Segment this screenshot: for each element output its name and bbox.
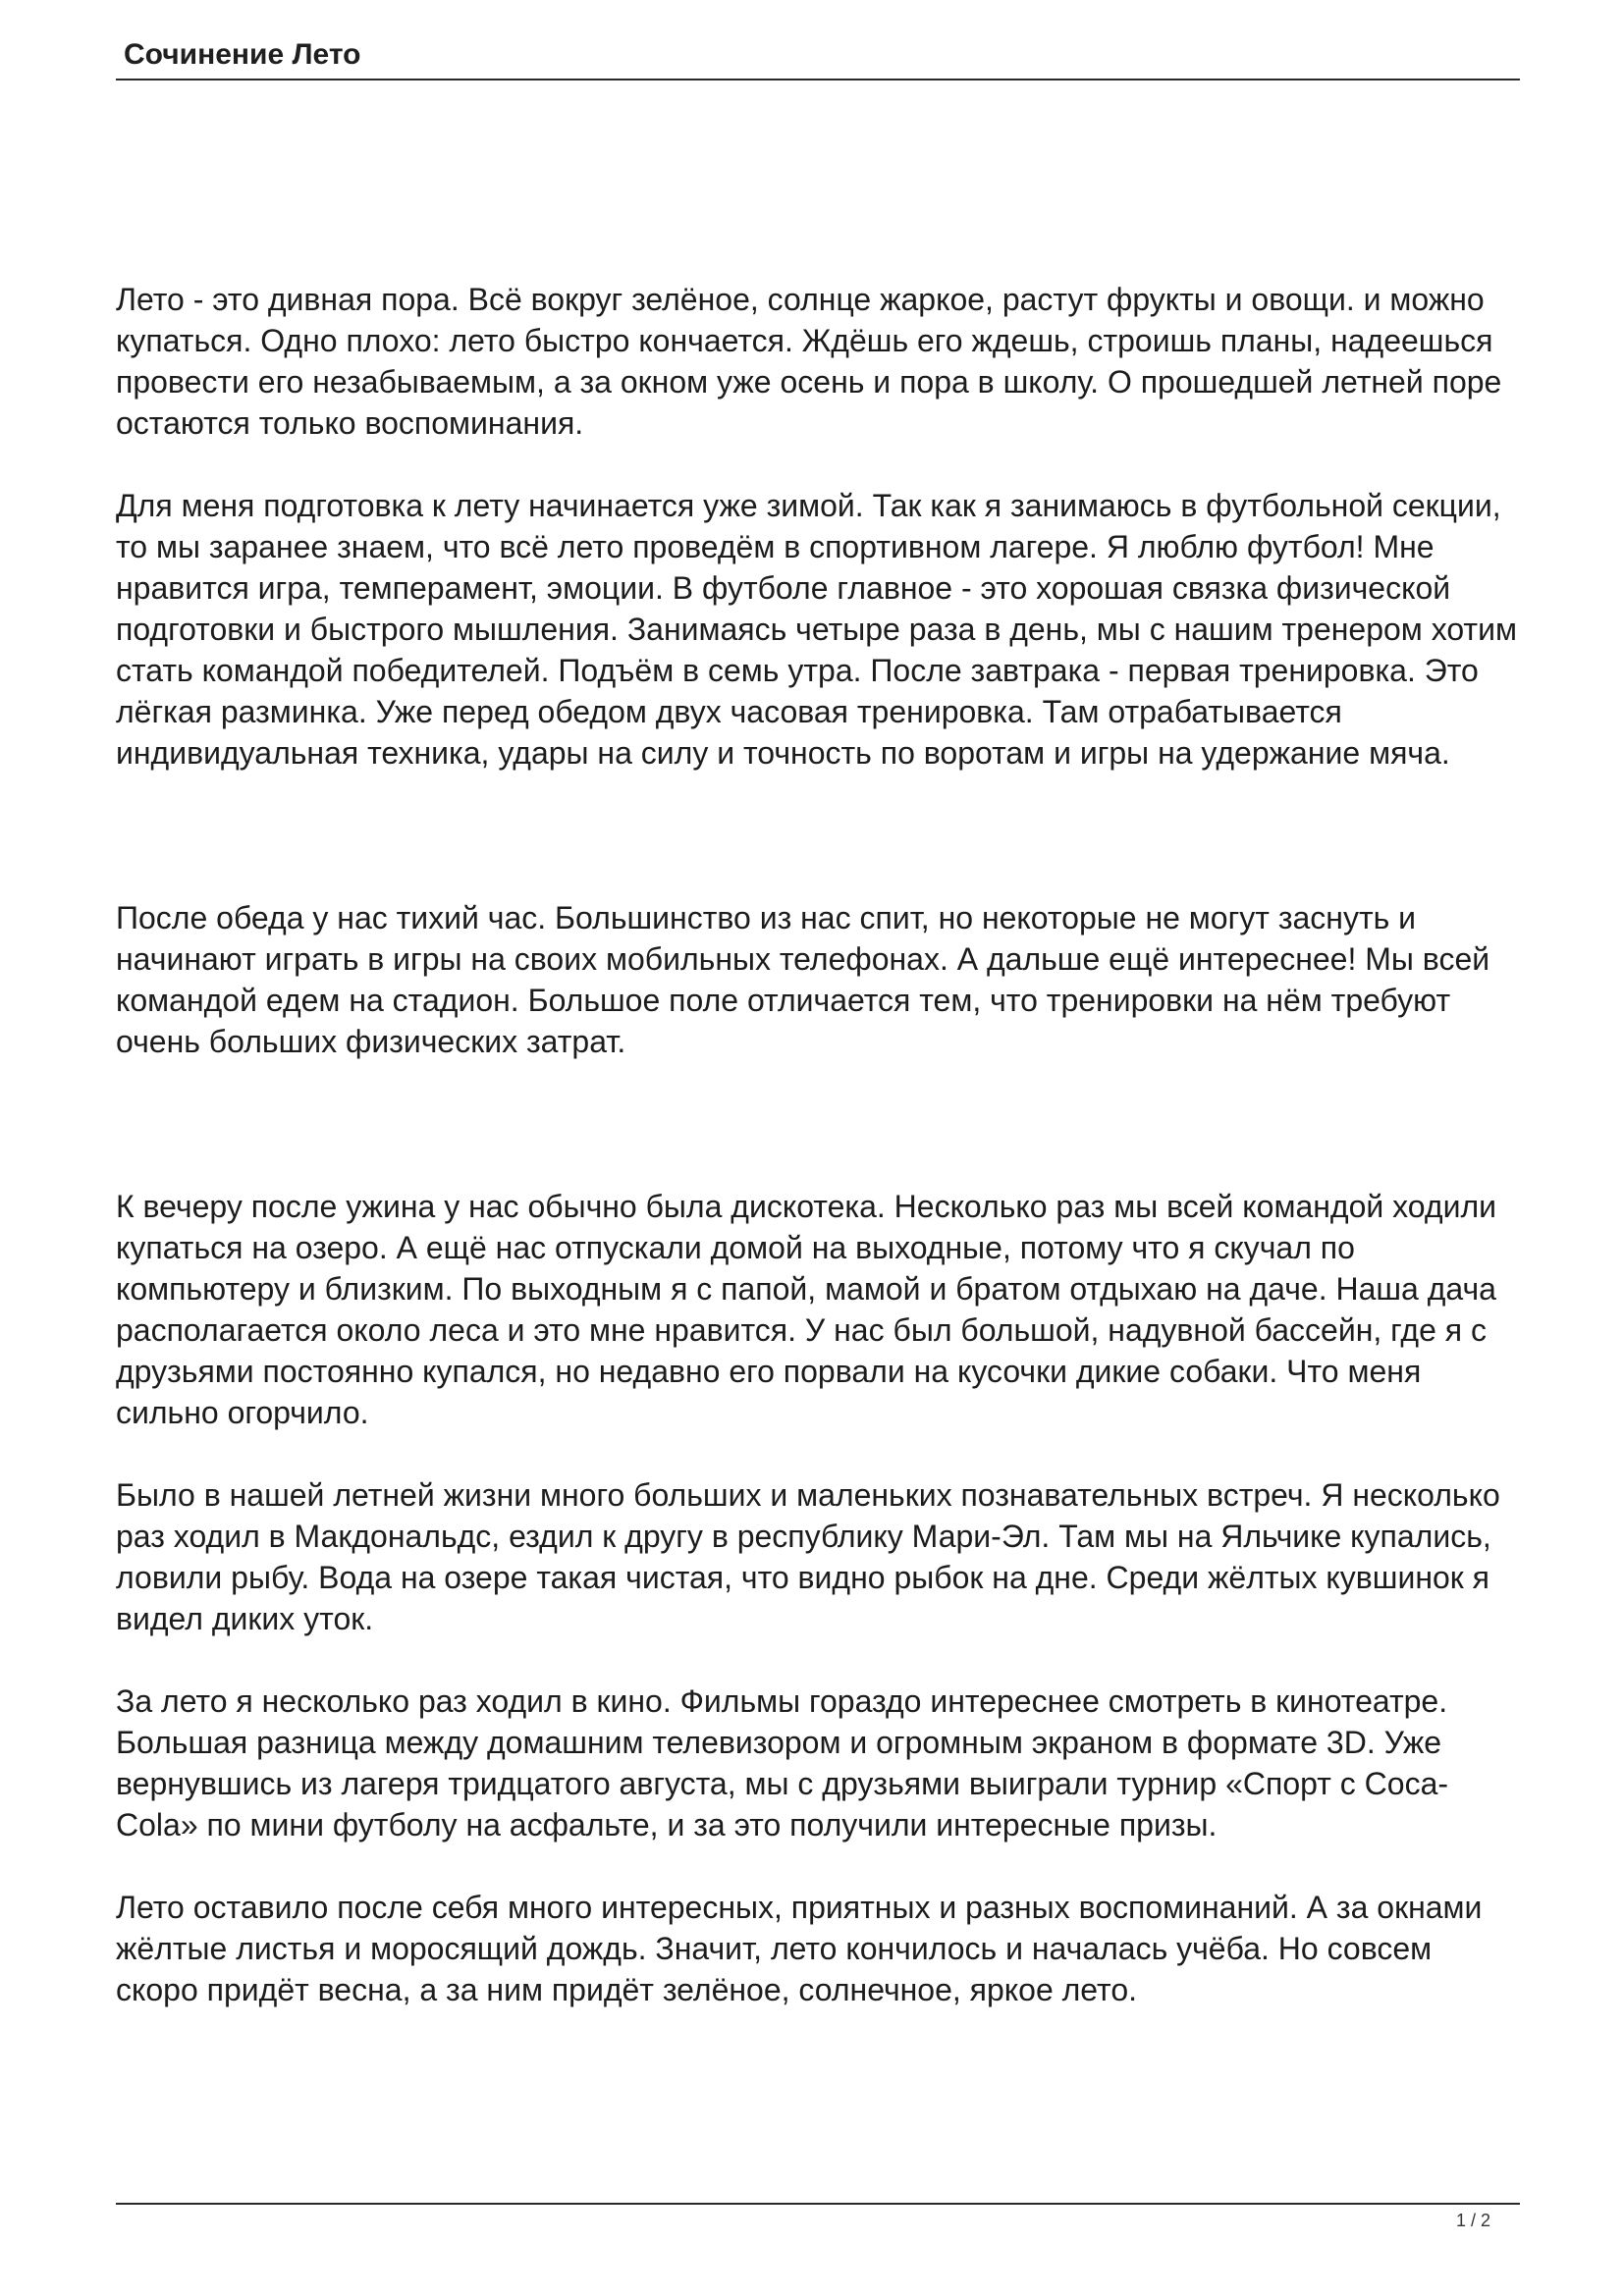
essay-body: [116, 279, 1520, 2010]
page-footer: [116, 2203, 1520, 2230]
paragraph-intro: Лето - это дивная пора. Всё вокруг зелёное, солнце жаркое, растут фрукты и овощи. и можно купаться. Одно плохо: лето быстро кончается. Ждёшь его ждешь, строишь планы, надеешься провести его незабываемым, а за окном уже осень и пора в школу. О прошедшей летней поре остаются только воспоминания.: [116, 282, 1502, 441]
paragraph-meetings: Было в нашей летней жизни много больших и маленьких познавательных встреч. Я несколько раз ходил в Макдональдс, ездил к другу в республику Мари-Эл. Там мы на Яльчике купались, ловили рыбу. Вода на озере такая чистая, что видно рыбок на дне. Среди жёлтых кувшинок я видел диких уток.: [116, 1477, 1500, 1636]
paragraph-afternoon: После обеда у нас тихий час. Большинство из нас спит, но некоторые не могут заснуть и начинают играть в игры на своих мобильных телефонах. А дальше ещё интереснее! Мы всей командой едем на стадион. Большое поле отличается тем, что тренировки на нём требуют очень больших физических затрат.: [116, 900, 1490, 1059]
paragraph-football-camp: Для меня подготовка к лету начинается уже зимой. Так как я занимаюсь в футбольной секции, то мы заранее знаем, что всё лето проведём в спортивном лагере. Я люблю футбол! Мне нравится игра, темперамент, эмоции. В футболе главное - это хорошая связка физической подготовки и быстрого мышления. Занимаясь четыре раза в день, мы с нашим тренером хотим стать командой победителей. Подъём в семь утра. После завтрака - первая тренировка. Это лёгкая разминка. Уже перед обедом двух часовая тренировка. Там отрабатывается индивидуальная техника, удары на силу и точность по воротам и игры на удержание мяча.: [116, 488, 1517, 771]
paragraph-conclusion: Лето оставило после себя много интересных, приятных и разных воспоминаний. А за окнами жёлтые листья и моросящий дождь. Значит, лето кончилось и началась учёба. Но совсем скоро придёт весна, а за ним придёт зелёное, солнечное, яркое лето.: [116, 1890, 1483, 2007]
document-title: Сочинение Лето: [124, 38, 361, 71]
paragraph-cinema: За лето я несколько раз ходил в кино. Фильмы гораздо интереснее смотреть в кинотеатре. Большая разница между домашним телевизором и огромным экраном в формате 3D. Уже вернувшись из лагеря тридцатого августа, мы с друзьями выиграли турнир «Спорт с Coca-Cola» по мини футболу на асфальте, и за это получили интересные призы.: [116, 1683, 1449, 1842]
page-number: 1 / 2: [1455, 2211, 1490, 2230]
paragraph-evening: К вечеру после ужина у нас обычно была дискотека. Несколько раз мы всей командой ходили купаться на озеро. А ещё нас отпускали домой на выходные, потому что я скучал по компьютеру и близким. По выходным я с папой, мамой и братом отдыхаю на даче. Наша дача располагается около леса и это мне нравится. У нас был большой, надувной бассейн, где я с друзьями постоянно купался, но недавно его порвали на кусочки дикие собаки. Что меня сильно огорчило.: [116, 1189, 1496, 1430]
page-header: [116, 29, 1520, 80]
